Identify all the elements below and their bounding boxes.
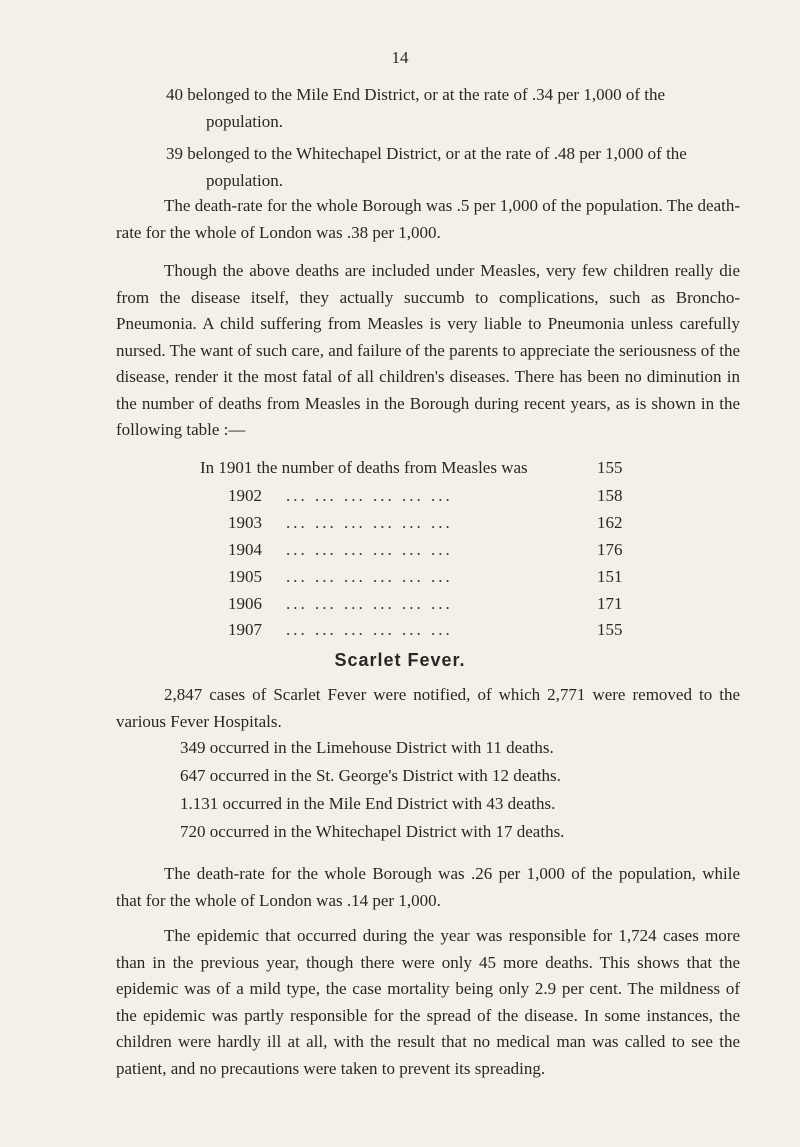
scarlet-district-line: 647 occurred in the St. George's District with 12 deaths. (180, 766, 561, 785)
measles-rates-paragraph: The death-rate for the whole Borough was .5 per 1,000 of the population. The death-rate for the whole of London was .38 per 1,000. (116, 196, 740, 242)
table-row-value: 151 (597, 567, 623, 586)
table-row-value: 162 (597, 513, 623, 532)
measles-mile-end: 40 belonged to the Mile End District, or at the rate of .34 per 1,000 of the population. (166, 85, 666, 131)
table-row-year: 1903 (228, 513, 262, 532)
measles-paragraph: Though the above deaths are included under Measles, very few children really die from the disease itself, they actually succumb to complications, such as Broncho-Pneumonia. A child suffering from Measles is very liable to Pneumonia unless carefully nursed. The want of such care, and failure of the parents to appreciate the seriousness of the disease, render it the most fatal of all children's diseases. There has been no diminution in the number of deaths from Measles in the Borough during recent years, as is shown in the following table :— (116, 261, 740, 439)
scarlet-fever-heading: Scarlet Fever. (334, 650, 466, 670)
page-number: 14 (391, 48, 409, 67)
scarlet-district-line: 1.131 occurred in the Mile End District with 43 deaths. (180, 794, 556, 813)
table-row-year: 1902 (228, 486, 262, 505)
scarlet-district-line: 349 occurred in the Limehouse District with 11 deaths. (180, 738, 554, 757)
scarlet-epidemic-paragraph: The epidemic that occurred during the year was responsible for 1,724 cases more than in the previous year, though there were only 45 more deaths. This shows that the epidemic was of a mild type, the case mortality being only 2.9 per cent. The mildness of the epidemic was partly responsible for the spread of the disease. In some instances, the children were hardly ill at all, with the result that no medical man was called to see the patient, and no precautions were taken to prevent its spreading. (116, 926, 740, 1078)
table-row-leader: ... ... ... ... ... ... (286, 540, 453, 559)
table-row-value: 176 (597, 540, 623, 559)
scarlet-intro-paragraph: 2,847 cases of Scarlet Fever were notified, of which 2,771 were removed to the various Fever Hospitals. (116, 685, 740, 731)
table-first-row-label: In 1901 the number of deaths from Measles was (200, 458, 528, 477)
table-row-value: 158 (597, 486, 623, 505)
table-row-year: 1907 (228, 620, 262, 639)
measles-whitechapel: 39 belonged to the Whitechapel District, or at the rate of .48 per 1,000 of the population. (166, 144, 687, 190)
table-row-leader: ... ... ... ... ... ... (286, 620, 453, 639)
table-first-row-value: 155 (597, 458, 623, 477)
table-row-year: 1905 (228, 567, 262, 586)
table-row-value: 171 (597, 594, 623, 613)
table-row-leader: ... ... ... ... ... ... (286, 486, 453, 505)
scarlet-rates-paragraph: The death-rate for the whole Borough was .26 per 1,000 of the population, while that for the whole of London was .14 per 1,000. (116, 864, 740, 910)
table-row-year: 1904 (228, 540, 262, 559)
scarlet-district-line: 720 occurred in the Whitechapel District with 17 deaths. (180, 822, 565, 841)
table-row-year: 1906 (228, 594, 262, 613)
table-row-leader: ... ... ... ... ... ... (286, 513, 453, 532)
table-row-leader: ... ... ... ... ... ... (286, 567, 453, 586)
table-row-leader: ... ... ... ... ... ... (286, 594, 453, 613)
table-row-value: 155 (597, 620, 623, 639)
